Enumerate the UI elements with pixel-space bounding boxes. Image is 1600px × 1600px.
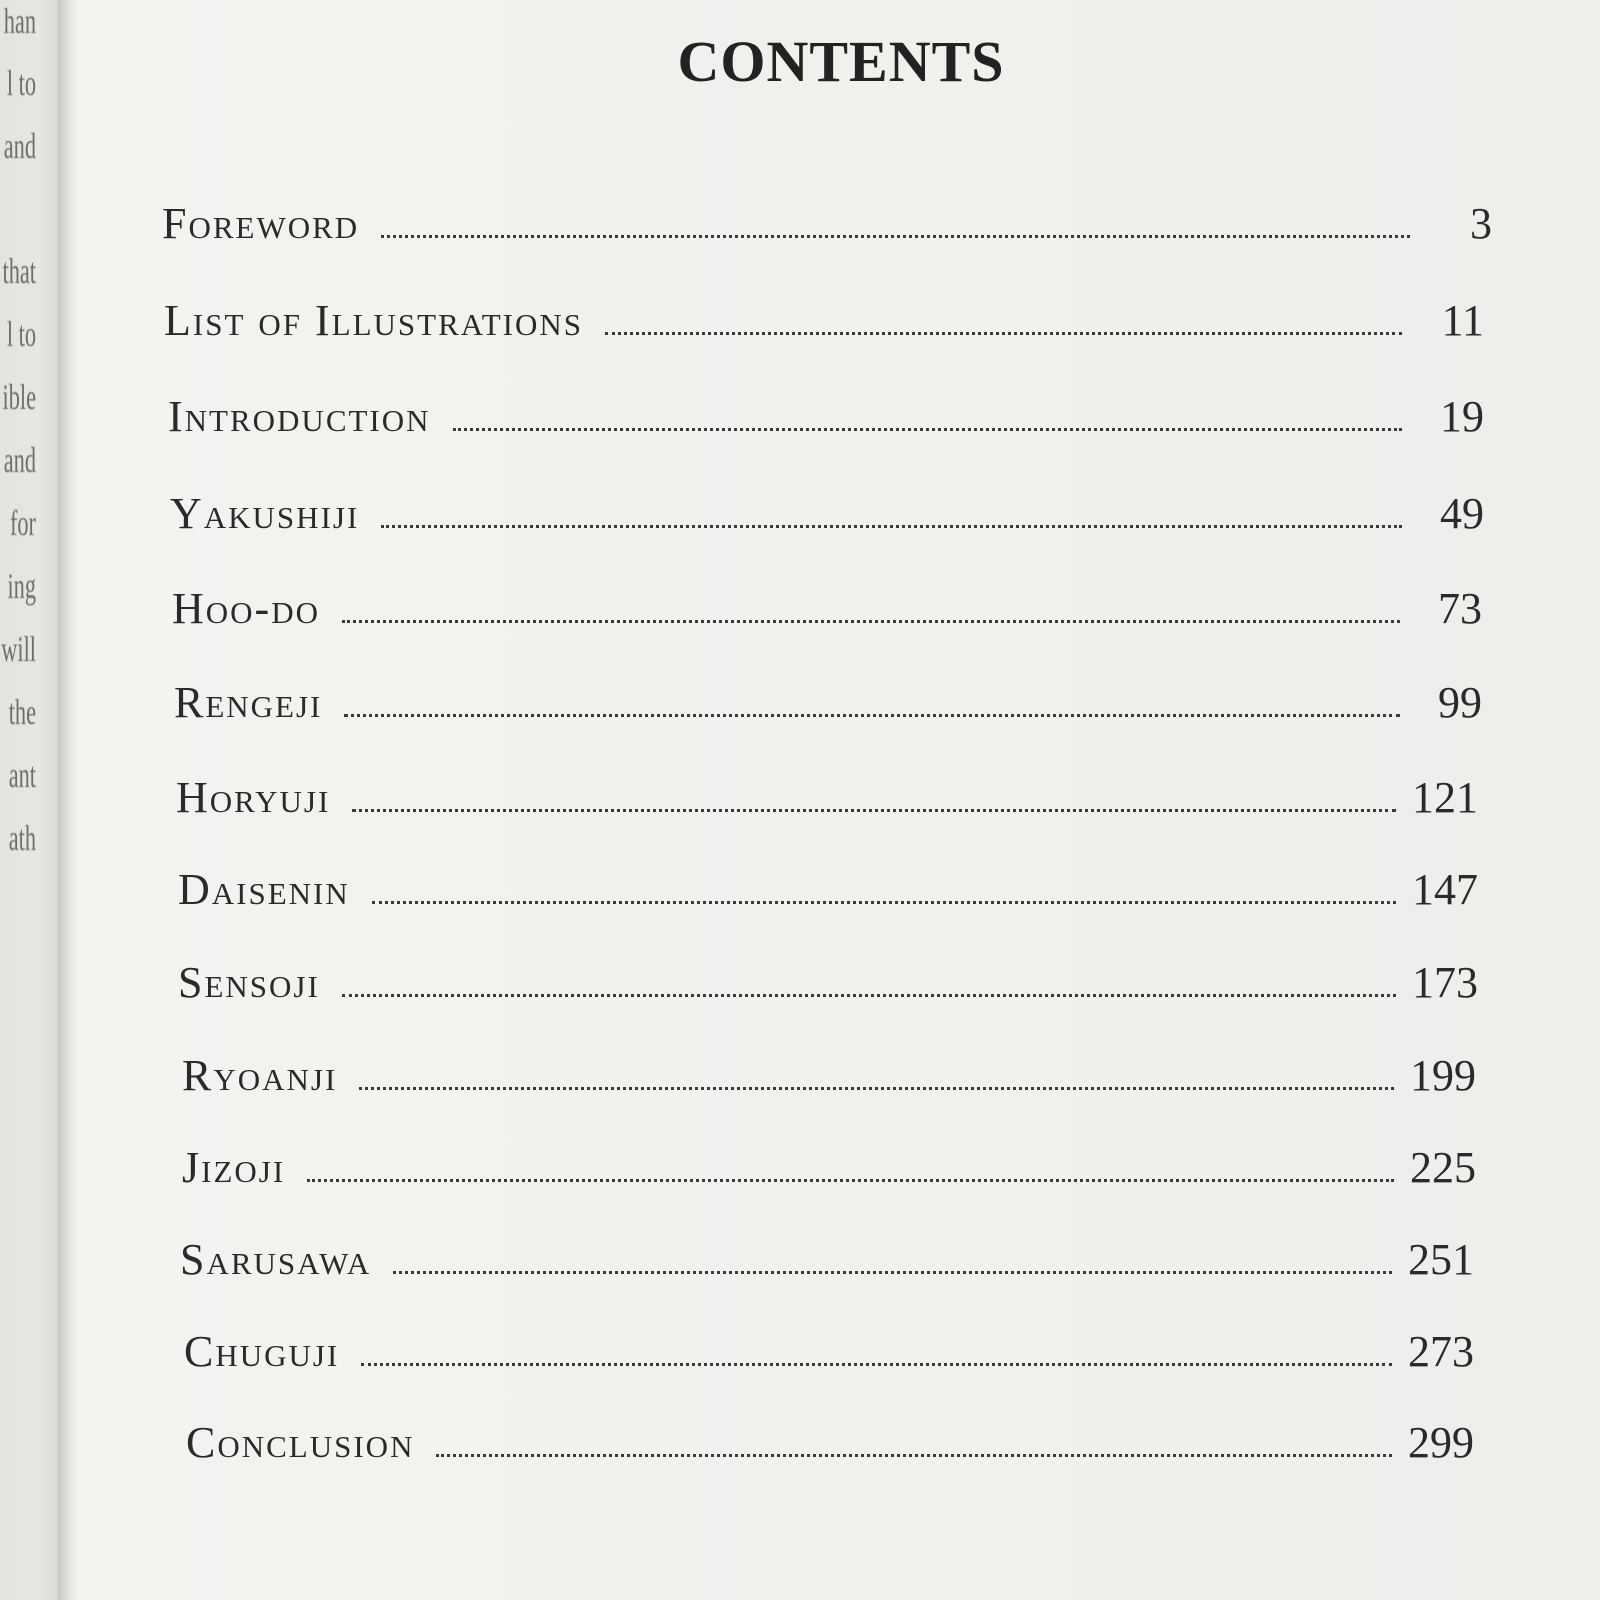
toc-entry-page-number: 251 [1408, 1235, 1474, 1284]
left-facing-page [0, 0, 58, 1600]
left-page-text-fragment: ible [2, 377, 36, 417]
left-page-text-fragment: ing [7, 566, 36, 606]
dot-leader [344, 714, 1400, 717]
toc-entry-page-number: 147 [1412, 865, 1478, 914]
dot-leader [436, 1454, 1392, 1457]
dot-leader [381, 525, 1402, 528]
toc-entry-page-number: 99 [1438, 678, 1482, 727]
dot-leader [352, 809, 1396, 812]
toc-entry-page-number: 11 [1441, 296, 1484, 345]
dot-leader [342, 994, 1396, 997]
dot-leader [307, 1179, 1394, 1182]
toc-entry-yakushiji[interactable] [170, 476, 1484, 536]
dot-leader [361, 1363, 1392, 1366]
toc-entry-label: Hoo-do [172, 584, 320, 633]
toc-entry-page-number: 273 [1408, 1327, 1474, 1376]
toc-entry-label: Chuguji [184, 1327, 340, 1376]
toc-entry-sarusawa[interactable] [180, 1222, 1474, 1282]
toc-entry-page-number: 199 [1410, 1051, 1476, 1100]
toc-entry-label: Jizoji [182, 1143, 286, 1192]
toc-entry-page-number: 121 [1412, 773, 1478, 822]
toc-entry-label: Horyuji [176, 773, 331, 822]
toc-entry-page-number: 173 [1412, 958, 1478, 1007]
page-title [78, 28, 1600, 95]
toc-entry-hoo-do[interactable] [172, 571, 1482, 631]
toc-entry-label: Conclusion [186, 1418, 415, 1467]
toc-entry-label: Ryoanji [182, 1051, 338, 1100]
dot-leader [381, 235, 1410, 238]
toc-entry-label: Introduction [168, 392, 431, 441]
toc-entry-page-number: 19 [1440, 392, 1484, 441]
toc-entry-label: Rengeji [174, 678, 323, 727]
dot-leader [372, 901, 1396, 904]
left-page-text-fragment: ant [8, 755, 36, 795]
book-gutter [58, 0, 78, 1600]
toc-entry-foreword[interactable] [162, 186, 1492, 246]
toc-entry-label: Sensoji [178, 958, 320, 1007]
toc-entry-label: Yakushiji [170, 489, 360, 538]
toc-entry-page-number: 73 [1438, 584, 1482, 633]
toc-entry-rengeji[interactable] [174, 665, 1482, 725]
left-page-text-fragment: and [3, 440, 36, 480]
toc-entry-label: List of Illustrations [164, 296, 583, 345]
left-page-text-fragment: will [1, 629, 36, 669]
left-page-text-fragment: ath [8, 818, 36, 858]
left-page-text-fragment: and [3, 126, 36, 166]
page-title-text: CONTENTS [677, 29, 1005, 94]
dot-leader [453, 428, 1402, 431]
dot-leader [393, 1271, 1392, 1274]
left-page-text-fragment: l to [6, 63, 36, 103]
toc-entry-introduction[interactable] [168, 379, 1484, 439]
toc-entry-horyuji[interactable] [176, 760, 1478, 820]
toc-entry-page-number: 3 [1470, 199, 1492, 248]
dot-leader [342, 620, 1400, 623]
toc-entry-list-of-illustrations[interactable] [164, 283, 1484, 343]
toc-entry-page-number: 225 [1410, 1143, 1476, 1192]
left-page-text-fragment: l to [6, 314, 36, 354]
toc-entry-page-number: 49 [1440, 489, 1484, 538]
toc-entry-sensoji[interactable] [178, 945, 1478, 1005]
toc-entry-label: Foreword [162, 199, 360, 248]
dot-leader [359, 1087, 1394, 1090]
left-page-text-fragment: for [9, 503, 36, 543]
toc-entry-chuguji[interactable] [184, 1314, 1474, 1374]
toc-entry-page-number: 299 [1408, 1418, 1474, 1467]
left-page-text-fragment: han [3, 1, 36, 41]
toc-entry-daisenin[interactable] [178, 852, 1478, 912]
dot-leader [605, 332, 1402, 335]
toc-entry-conclusion[interactable] [186, 1405, 1474, 1465]
left-page-text-fragment: the [8, 692, 36, 732]
toc-entry-ryoanji[interactable] [182, 1038, 1476, 1098]
left-page-text-fragment: that [2, 251, 36, 291]
contents-page [78, 0, 1600, 1600]
toc-entry-label: Sarusawa [180, 1235, 372, 1284]
toc-entry-label: Daisenin [178, 865, 350, 914]
toc-entry-jizoji[interactable] [182, 1130, 1476, 1190]
